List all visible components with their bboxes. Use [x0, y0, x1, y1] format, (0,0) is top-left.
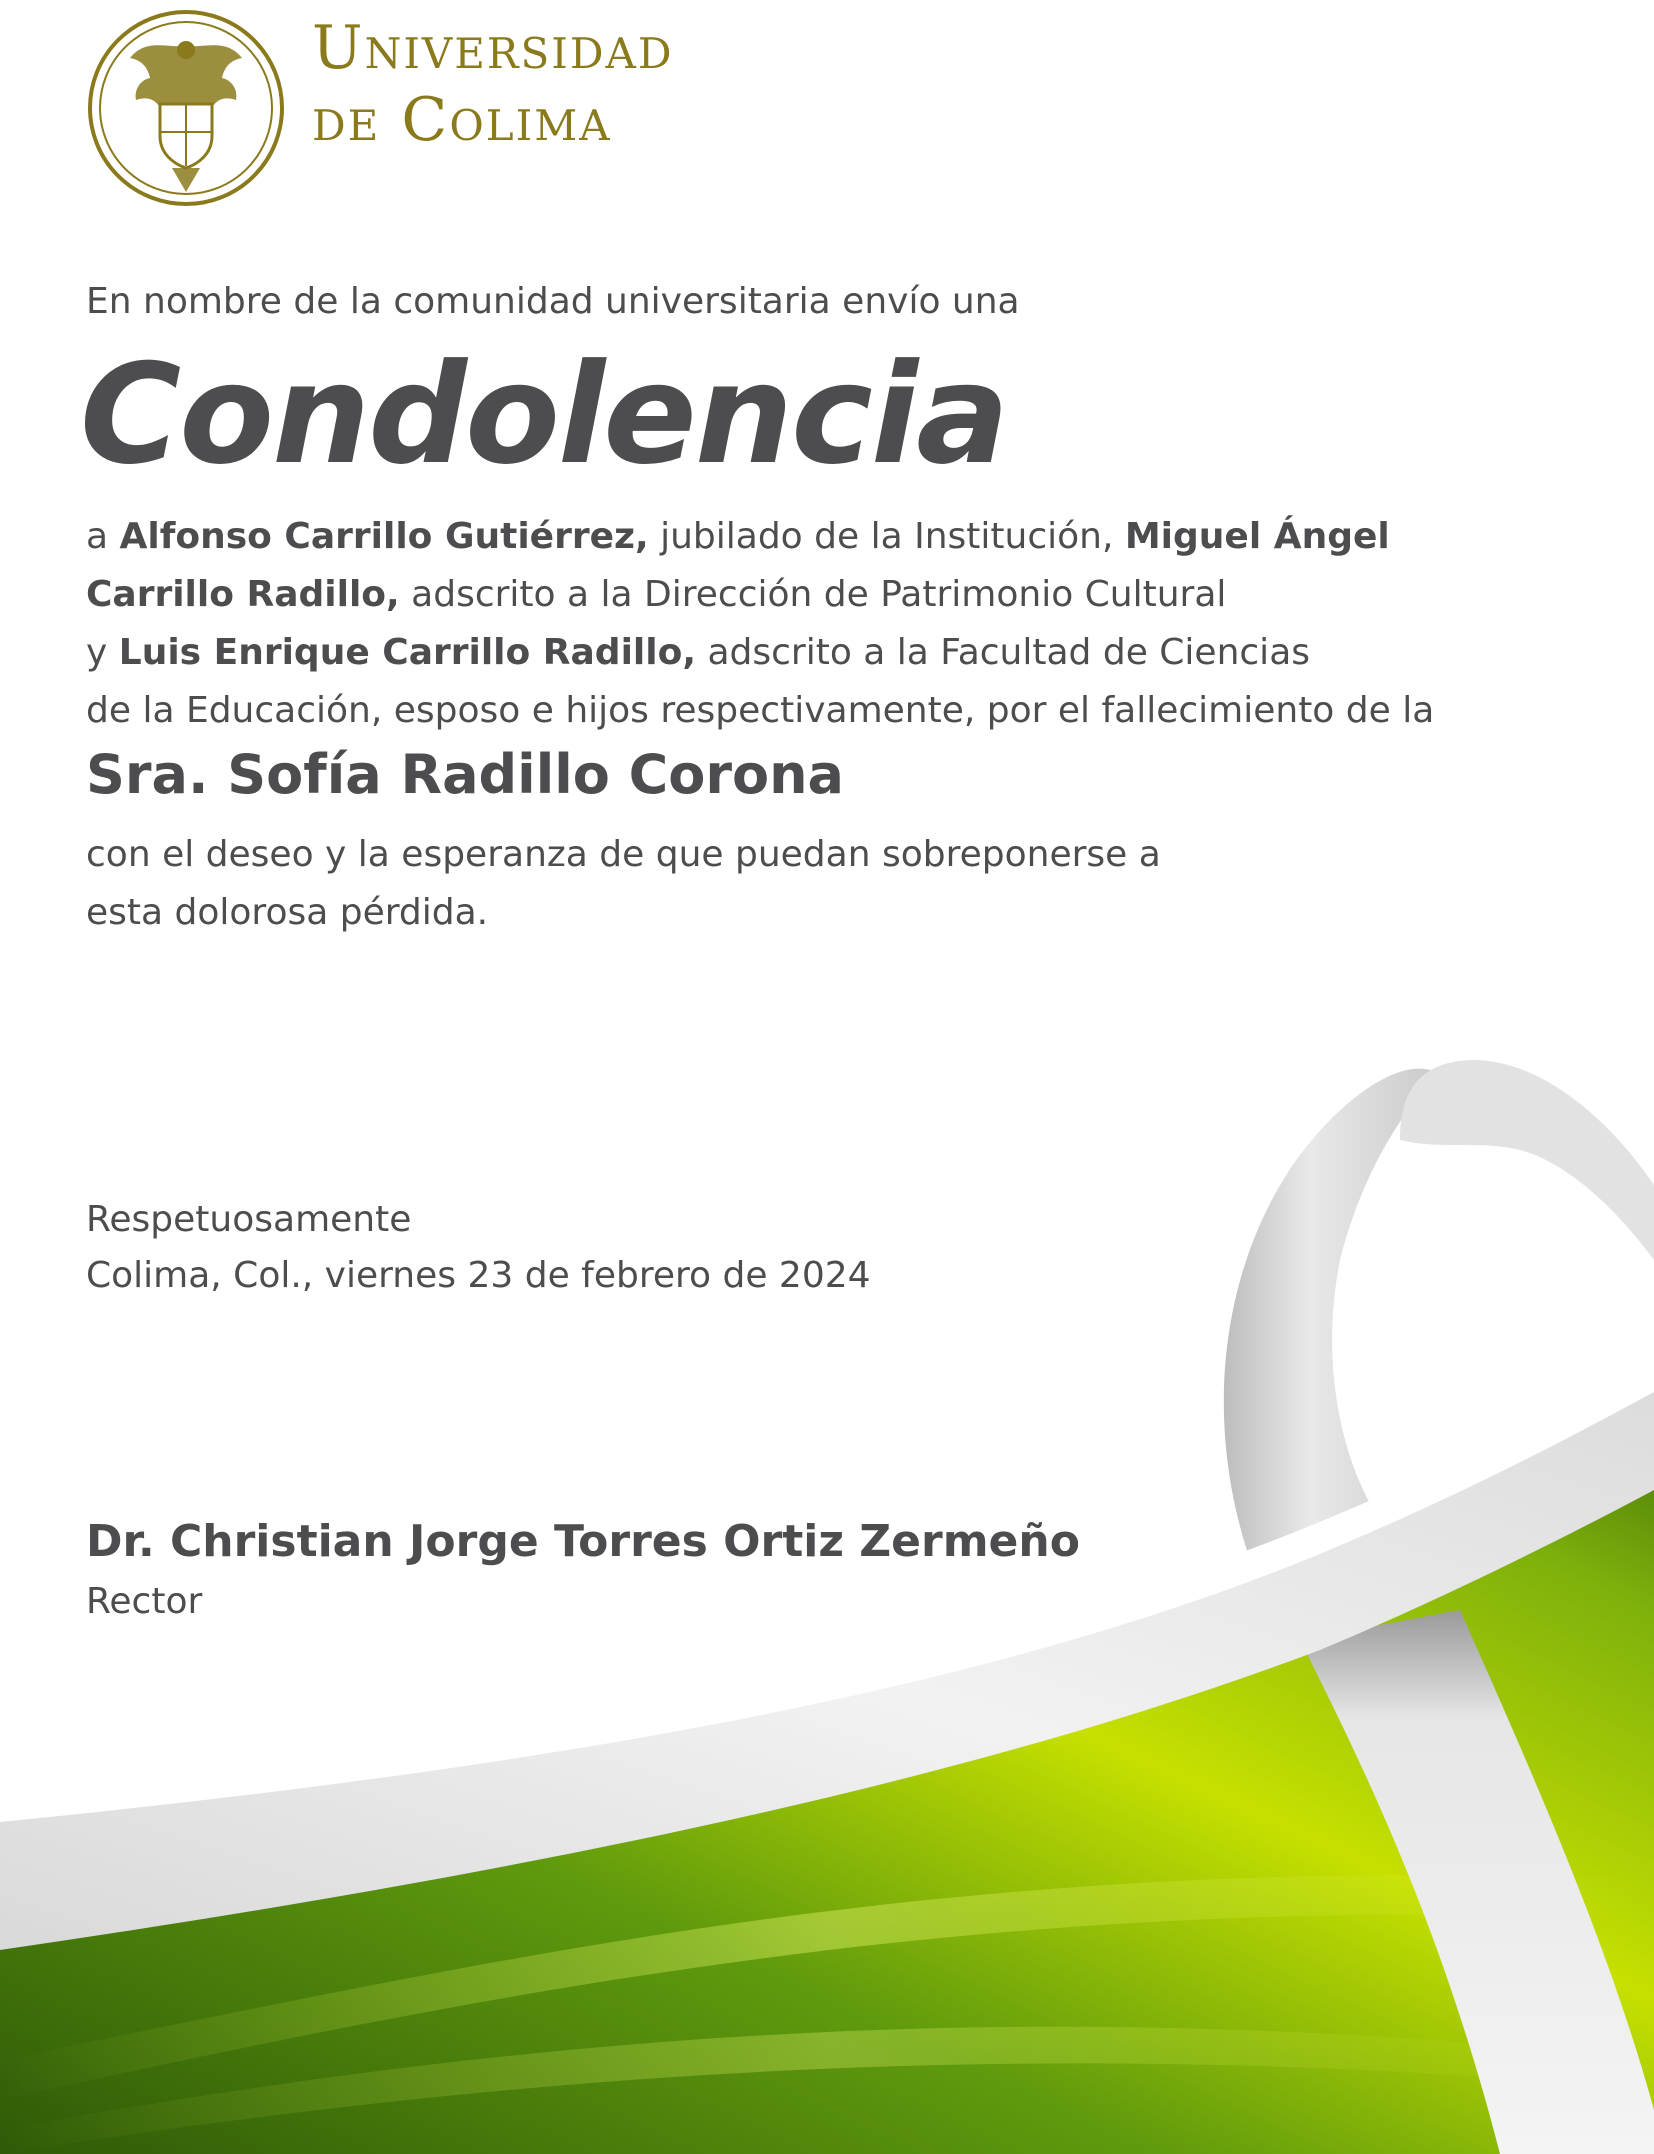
text-fragment: adscrito a la Dirección de Patrimonio Cultural [399, 574, 1227, 615]
wish-line-2: esta dolorosa pérdida. [86, 892, 489, 933]
wish-text [86, 826, 1161, 942]
deceased-name: Sra. Sofía Radillo Corona [86, 743, 844, 806]
condolence-paragraph [86, 508, 1546, 740]
condolence-headline: Condolencia [80, 334, 1008, 495]
place-date: Colima, Col., viernes 23 de febrero de 2024 [86, 1255, 871, 1296]
bereaved-name: Alfonso Carrillo Gutiérrez, [119, 516, 649, 557]
text-fragment: y [86, 632, 119, 673]
university-name-line1: Universidad [312, 13, 674, 83]
bereaved-name: Luis Enrique Carrillo Radillo, [118, 632, 696, 673]
paragraph-line-2 [86, 566, 1546, 624]
university-name [312, 13, 674, 162]
bereaved-name: Miguel Ángel [1124, 516, 1390, 557]
text-fragment: jubilado de la Institución, [648, 516, 1125, 557]
intro-text: En nombre de la comunidad universitaria envío una [86, 281, 1020, 322]
bereaved-name: Carrillo Radillo, [86, 574, 400, 615]
signer-title: Rector [86, 1581, 203, 1622]
paragraph-line-4: de la Educación, esposo e hijos respectivamente, por el fallecimiento de la [86, 690, 1435, 731]
signer-name: Dr. Christian Jorge Torres Ortiz Zermeño [86, 1516, 1080, 1567]
respectfully-text: Respetuosamente [86, 1199, 412, 1240]
university-name-line2: de Colima [312, 85, 612, 155]
closing-block [86, 1192, 871, 1304]
text-fragment: adscrito a la Facultad de Ciencias [696, 632, 1311, 673]
university-seal-icon [86, 8, 286, 208]
text-fragment: a [86, 516, 120, 557]
paragraph-line-1 [86, 508, 1546, 566]
paragraph-line-3 [86, 624, 1546, 682]
wish-line-1: con el deseo y la esperanza de que puedan sobreponerse a [86, 834, 1161, 875]
